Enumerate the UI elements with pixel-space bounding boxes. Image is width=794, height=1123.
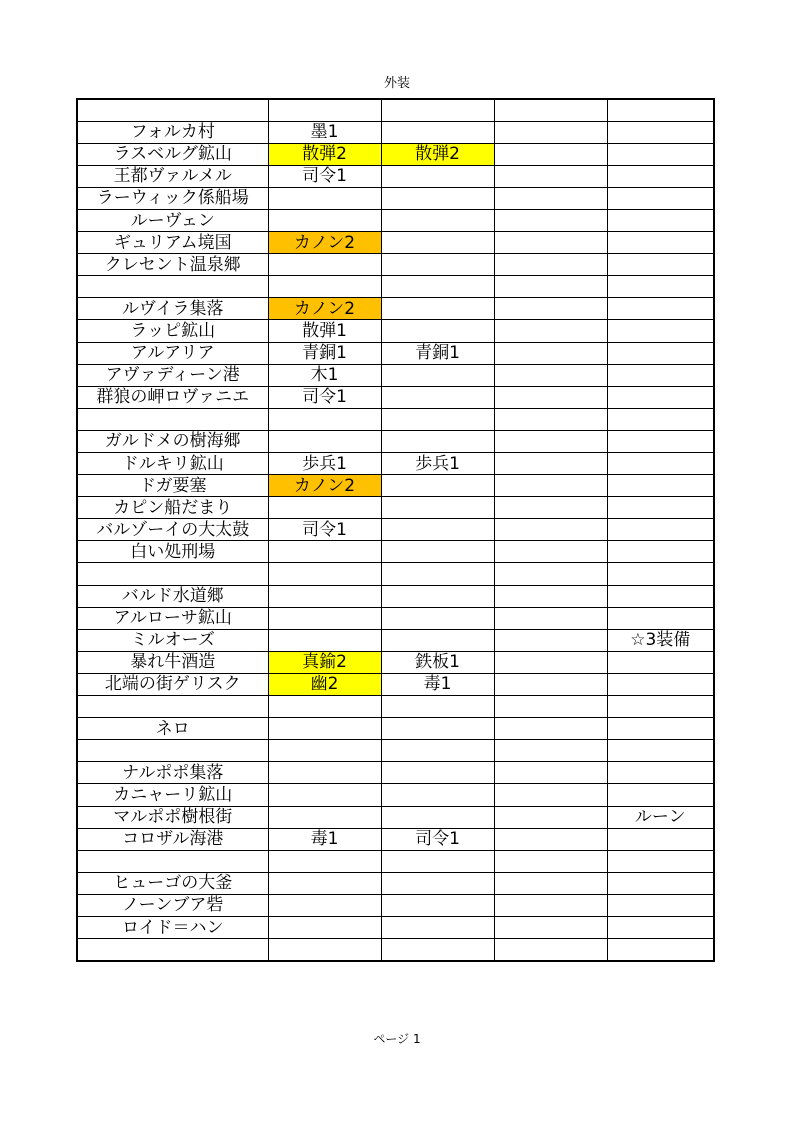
location-cell: [77, 276, 268, 298]
item-cell-2: [381, 320, 494, 342]
item-cell-2: [381, 121, 494, 143]
item-cell-3: [494, 475, 607, 497]
item-cell-2: [381, 408, 494, 430]
note-cell: [607, 187, 714, 209]
item-cell-3: [494, 298, 607, 320]
item-cell-3: [494, 629, 607, 651]
item-cell-3: [494, 784, 607, 806]
table-row: [77, 916, 714, 938]
item-cell-2: [381, 872, 494, 894]
item-cell-2: [381, 585, 494, 607]
item-cell-2: [381, 298, 494, 320]
note-cell: [607, 165, 714, 187]
note-cell: [607, 276, 714, 298]
item-cell-3: [494, 320, 607, 342]
item-cell-1: [268, 99, 381, 121]
item-cell-2: [381, 364, 494, 386]
location-cell: [77, 850, 268, 872]
table-row: [77, 673, 714, 695]
location-cell: コロザル海港: [77, 828, 268, 850]
note-cell: [607, 99, 714, 121]
item-cell-1: [268, 784, 381, 806]
note-cell: ☆3装備: [607, 629, 714, 651]
item-cell-3: [494, 143, 607, 165]
note-cell: [607, 916, 714, 938]
item-cell-1: [268, 916, 381, 938]
item-cell-3: [494, 497, 607, 519]
item-cell-3: [494, 806, 607, 828]
item-cell-2: [381, 607, 494, 629]
item-cell-1: 散弾2: [268, 143, 381, 165]
item-cell-2: 司令1: [381, 828, 494, 850]
table-row: [77, 828, 714, 850]
location-cell: ネロ: [77, 718, 268, 740]
item-cell-3: [494, 718, 607, 740]
item-cell-3: [494, 740, 607, 762]
item-cell-1: [268, 696, 381, 718]
location-cell: ノーンブア砦: [77, 894, 268, 916]
location-cell: ナルポポ集落: [77, 762, 268, 784]
table-body: [77, 99, 714, 961]
item-cell-1: [268, 187, 381, 209]
location-cell: [77, 563, 268, 585]
item-cell-3: [494, 386, 607, 408]
item-cell-2: [381, 99, 494, 121]
item-cell-2: [381, 497, 494, 519]
item-cell-1: [268, 872, 381, 894]
item-cell-3: [494, 673, 607, 695]
item-cell-3: [494, 916, 607, 938]
item-cell-1: [268, 607, 381, 629]
item-cell-3: [494, 939, 607, 961]
location-cell: ラッピ鉱山: [77, 320, 268, 342]
location-cell: ドルキリ鉱山: [77, 453, 268, 475]
note-cell: [607, 364, 714, 386]
table-row: [77, 850, 714, 872]
item-cell-2: [381, 894, 494, 916]
item-cell-2: [381, 541, 494, 563]
item-cell-3: [494, 187, 607, 209]
item-cell-2: [381, 784, 494, 806]
table-row: [77, 475, 714, 497]
item-cell-3: [494, 651, 607, 673]
location-cell: [77, 408, 268, 430]
note-cell: [607, 519, 714, 541]
item-cell-2: [381, 916, 494, 938]
note-cell: [607, 563, 714, 585]
location-cell: ギュリアム境国: [77, 232, 268, 254]
table-row: [77, 651, 714, 673]
item-cell-1: カノン2: [268, 232, 381, 254]
item-cell-3: [494, 453, 607, 475]
location-cell: 白い処刑場: [77, 541, 268, 563]
item-cell-1: 司令1: [268, 386, 381, 408]
table-row: [77, 762, 714, 784]
location-cell: アヴァディーン港: [77, 364, 268, 386]
item-cell-2: [381, 165, 494, 187]
note-cell: [607, 607, 714, 629]
table-row: [77, 408, 714, 430]
location-cell: カニャーリ鉱山: [77, 784, 268, 806]
note-cell: [607, 475, 714, 497]
item-cell-1: 散弾1: [268, 320, 381, 342]
note-cell: [607, 232, 714, 254]
item-cell-2: 鉄板1: [381, 651, 494, 673]
location-cell: ラーウィック係船場: [77, 187, 268, 209]
note-cell: [607, 585, 714, 607]
item-cell-3: [494, 254, 607, 276]
table-row: [77, 165, 714, 187]
item-cell-3: [494, 276, 607, 298]
item-cell-3: [494, 894, 607, 916]
location-cell: バルゾーイの大太鼓: [77, 519, 268, 541]
table-row: [77, 696, 714, 718]
item-cell-1: カノン2: [268, 298, 381, 320]
location-cell: 群狼の岬ロヴァニエ: [77, 386, 268, 408]
item-cell-3: [494, 850, 607, 872]
location-cell: ガルドメの樹海郷: [77, 430, 268, 452]
item-cell-3: [494, 828, 607, 850]
note-cell: [607, 453, 714, 475]
item-cell-1: [268, 806, 381, 828]
item-cell-1: 歩兵1: [268, 453, 381, 475]
table-row: [77, 430, 714, 452]
table-row: [77, 740, 714, 762]
table-row: [77, 342, 714, 364]
table-row: [77, 276, 714, 298]
item-cell-3: [494, 607, 607, 629]
item-cell-3: [494, 585, 607, 607]
location-cell: ヒューゴの大釜: [77, 872, 268, 894]
item-cell-1: 司令1: [268, 165, 381, 187]
item-cell-1: [268, 430, 381, 452]
note-cell: ルーン: [607, 806, 714, 828]
location-cell: アルアリア: [77, 342, 268, 364]
item-cell-3: [494, 541, 607, 563]
table-row: [77, 254, 714, 276]
table-row: [77, 453, 714, 475]
table-row: [77, 939, 714, 961]
location-cell: バルド水道郷: [77, 585, 268, 607]
table-row: [77, 806, 714, 828]
note-cell: [607, 342, 714, 364]
item-cell-1: カノン2: [268, 475, 381, 497]
note-cell: [607, 939, 714, 961]
location-cell: ミルオーズ: [77, 629, 268, 651]
table-row: [77, 209, 714, 231]
table-row: [77, 541, 714, 563]
item-cell-1: [268, 894, 381, 916]
table-row: [77, 143, 714, 165]
note-cell: [607, 872, 714, 894]
table-row: [77, 320, 714, 342]
item-cell-2: 散弾2: [381, 143, 494, 165]
item-cell-2: [381, 629, 494, 651]
table-row: [77, 99, 714, 121]
location-cell: [77, 696, 268, 718]
spreadsheet-table: [76, 98, 715, 962]
item-cell-2: 毒1: [381, 673, 494, 695]
note-cell: [607, 408, 714, 430]
item-cell-3: [494, 232, 607, 254]
table-row: [77, 894, 714, 916]
location-cell: アルローサ鉱山: [77, 607, 268, 629]
location-cell: ルヴイラ集落: [77, 298, 268, 320]
note-cell: [607, 143, 714, 165]
item-cell-3: [494, 563, 607, 585]
note-cell: [607, 320, 714, 342]
item-cell-3: [494, 519, 607, 541]
item-cell-2: [381, 519, 494, 541]
table-row: [77, 519, 714, 541]
item-cell-1: 幽2: [268, 673, 381, 695]
item-cell-2: [381, 209, 494, 231]
location-cell: マルポポ樹根街: [77, 806, 268, 828]
item-cell-1: [268, 585, 381, 607]
location-cell: ラスベルグ鉱山: [77, 143, 268, 165]
table-row: [77, 585, 714, 607]
item-cell-1: [268, 718, 381, 740]
note-cell: [607, 651, 714, 673]
note-cell: [607, 894, 714, 916]
table-row: [77, 298, 714, 320]
table-row: [77, 718, 714, 740]
item-cell-3: [494, 762, 607, 784]
note-cell: [607, 386, 714, 408]
location-cell: [77, 740, 268, 762]
location-cell: カピン船だまり: [77, 497, 268, 519]
item-cell-1: [268, 629, 381, 651]
item-cell-3: [494, 342, 607, 364]
item-cell-3: [494, 121, 607, 143]
item-cell-2: [381, 696, 494, 718]
table-row: [77, 872, 714, 894]
note-cell: [607, 209, 714, 231]
item-cell-3: [494, 872, 607, 894]
table-row: [77, 784, 714, 806]
item-cell-2: [381, 276, 494, 298]
item-cell-3: [494, 209, 607, 231]
table-row: [77, 232, 714, 254]
item-cell-1: [268, 541, 381, 563]
note-cell: [607, 850, 714, 872]
item-cell-1: 毒1: [268, 828, 381, 850]
item-cell-2: [381, 254, 494, 276]
location-cell: ロイド＝ハン: [77, 916, 268, 938]
item-cell-2: [381, 232, 494, 254]
item-cell-1: 青銅1: [268, 342, 381, 364]
location-cell: フォルカ村: [77, 121, 268, 143]
note-cell: [607, 828, 714, 850]
note-cell: [607, 696, 714, 718]
note-cell: [607, 541, 714, 563]
item-cell-1: [268, 209, 381, 231]
note-cell: [607, 718, 714, 740]
item-cell-1: [268, 408, 381, 430]
note-cell: [607, 121, 714, 143]
location-cell: 王都ヴァルメル: [77, 165, 268, 187]
item-cell-3: [494, 364, 607, 386]
item-cell-2: [381, 563, 494, 585]
item-cell-3: [494, 408, 607, 430]
item-cell-1: [268, 939, 381, 961]
note-cell: [607, 762, 714, 784]
location-cell: 暴れ牛酒造: [77, 651, 268, 673]
note-cell: [607, 673, 714, 695]
item-cell-1: [268, 254, 381, 276]
note-cell: [607, 497, 714, 519]
note-cell: [607, 254, 714, 276]
note-cell: [607, 740, 714, 762]
item-cell-1: 真鍮2: [268, 651, 381, 673]
table-row: [77, 121, 714, 143]
page-footer: ページ 1: [373, 1032, 421, 1046]
item-cell-2: [381, 386, 494, 408]
item-cell-1: 木1: [268, 364, 381, 386]
item-cell-1: 墨1: [268, 121, 381, 143]
location-cell: ルーヴェン: [77, 209, 268, 231]
item-cell-2: [381, 762, 494, 784]
item-cell-1: 司令1: [268, 519, 381, 541]
location-cell: [77, 939, 268, 961]
item-cell-2: [381, 718, 494, 740]
item-cell-1: [268, 740, 381, 762]
item-cell-2: [381, 806, 494, 828]
page-header: 外装: [383, 76, 410, 91]
item-cell-1: [268, 563, 381, 585]
table-row: [77, 497, 714, 519]
item-cell-1: [268, 762, 381, 784]
location-cell: クレセント温泉郷: [77, 254, 268, 276]
location-cell: ドガ要塞: [77, 475, 268, 497]
item-cell-1: [268, 497, 381, 519]
table-row: [77, 607, 714, 629]
item-cell-2: [381, 187, 494, 209]
item-cell-3: [494, 430, 607, 452]
item-cell-1: [268, 276, 381, 298]
item-cell-2: 青銅1: [381, 342, 494, 364]
item-cell-2: [381, 850, 494, 872]
note-cell: [607, 430, 714, 452]
table-row: [77, 563, 714, 585]
note-cell: [607, 298, 714, 320]
table-row: [77, 364, 714, 386]
table-row: [77, 386, 714, 408]
item-cell-2: [381, 475, 494, 497]
item-cell-2: [381, 740, 494, 762]
table-row: [77, 629, 714, 651]
item-cell-2: [381, 430, 494, 452]
item-cell-1: [268, 850, 381, 872]
location-cell: 北端の街ゲリスク: [77, 673, 268, 695]
table-row: [77, 187, 714, 209]
item-cell-3: [494, 99, 607, 121]
item-cell-2: 歩兵1: [381, 453, 494, 475]
location-cell: [77, 99, 268, 121]
item-cell-2: [381, 939, 494, 961]
note-cell: [607, 784, 714, 806]
item-cell-3: [494, 165, 607, 187]
item-cell-3: [494, 696, 607, 718]
